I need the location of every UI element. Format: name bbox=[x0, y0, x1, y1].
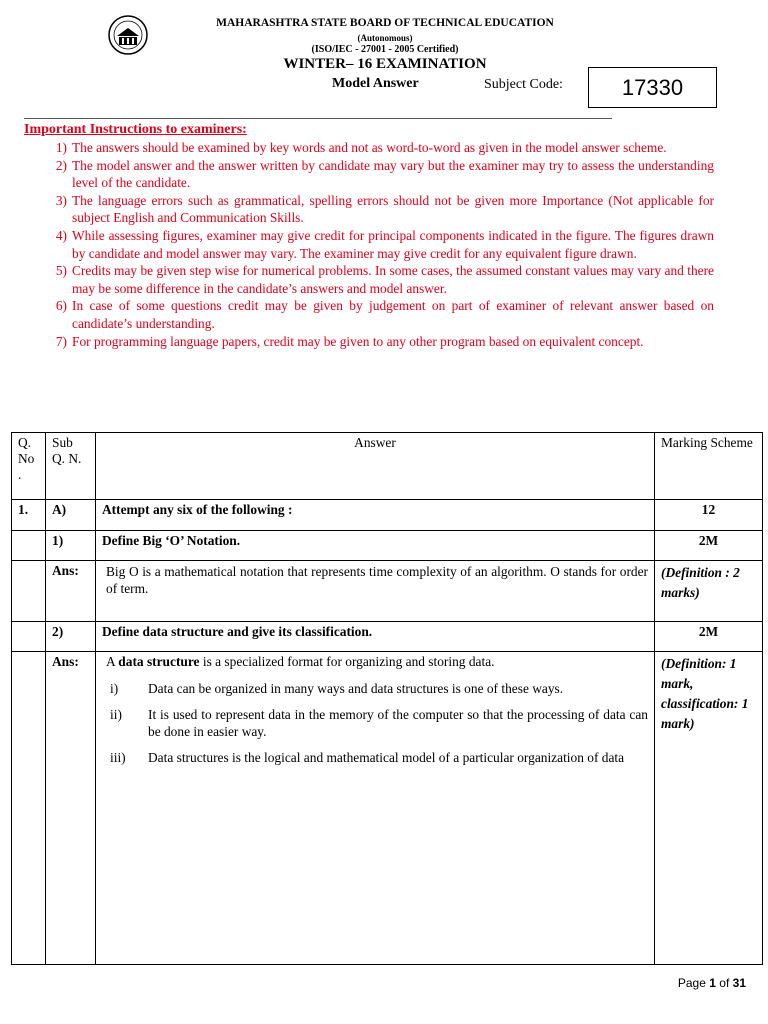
question-text: Define data structure and give its classification. bbox=[96, 622, 655, 652]
intro-rest: is a specialized format for organizing and storing data. bbox=[202, 654, 495, 669]
table-header-row bbox=[12, 433, 763, 500]
list-item bbox=[106, 749, 648, 766]
instruction-item bbox=[24, 227, 714, 262]
point-text: Data structures is the logical and mathematical model of a particular organization of data bbox=[148, 750, 625, 765]
intro-term: data structure bbox=[118, 654, 200, 669]
model-answer-label: Model Answer bbox=[332, 76, 419, 91]
instruction-text: In case of some questions credit may be given by judgement on part of examiner of relevant answer based on candidate’s understanding. bbox=[72, 298, 714, 331]
instruction-number: 4) bbox=[55, 227, 67, 243]
instructions-list bbox=[24, 139, 714, 350]
total-pages: 31 bbox=[732, 976, 746, 990]
instruction-text: While assessing figures, examiner may give credit for principal components indicated in the figure. The figures drawn by candidate and model answer may vary. The examiner may give credit for any equivalent figure drawn. bbox=[72, 227, 714, 261]
page-label: Page bbox=[677, 976, 706, 990]
table-row bbox=[12, 652, 763, 965]
instruction-item bbox=[24, 139, 714, 157]
intro-article: A bbox=[106, 654, 115, 669]
point-number: iii) bbox=[110, 750, 126, 765]
instruction-text: For programming language papers, credit may be given to any other program based on equivalent concept. bbox=[72, 333, 644, 349]
empty-cell bbox=[12, 652, 46, 965]
instruction-text: The language errors such as grammatical, spelling errors should not be given more Importance (Not applicable for subject English and Communication Skills. bbox=[72, 192, 714, 226]
instruction-item bbox=[24, 262, 714, 297]
empty-cell bbox=[12, 531, 46, 561]
board-name: MAHARASHTRA STATE BOARD OF TECHNICAL EDUCATION bbox=[216, 17, 554, 29]
page-number bbox=[678, 976, 746, 990]
page-of: of bbox=[719, 976, 730, 990]
question-number: 1. bbox=[12, 500, 46, 531]
instruction-item bbox=[24, 297, 714, 332]
table-row bbox=[12, 500, 763, 531]
marking-scheme: (Definition: 1 mark, classification: 1 mark) bbox=[655, 652, 763, 965]
answer-label: Ans: bbox=[46, 652, 96, 965]
question-text: Attempt any six of the following : bbox=[96, 500, 655, 531]
instruction-text: The answers should be examined by key words and not as word-to-word as given in the model answer scheme. bbox=[72, 140, 667, 155]
sub-question-number: 1) bbox=[46, 531, 96, 561]
marks: 12 bbox=[655, 500, 763, 531]
point-number: ii) bbox=[110, 707, 122, 722]
instruction-number: 6) bbox=[55, 298, 67, 314]
sub-question-number: A) bbox=[46, 500, 96, 531]
marking-scheme: (Definition : 2 marks) bbox=[655, 561, 763, 622]
autonomous-label: (Autonomous) bbox=[357, 33, 413, 43]
instruction-number: 7) bbox=[55, 333, 67, 349]
board-logo-icon bbox=[107, 14, 149, 56]
table-row bbox=[12, 531, 763, 561]
instruction-number: 3) bbox=[55, 192, 67, 208]
answer-intro bbox=[106, 654, 648, 670]
iso-certification: (ISO/IEC - 27001 - 2005 Certified) bbox=[311, 44, 459, 55]
answer-table bbox=[11, 432, 763, 965]
instruction-item bbox=[24, 192, 714, 227]
instruction-number: 5) bbox=[55, 263, 67, 279]
marks: 2M bbox=[655, 622, 763, 652]
instruction-text: The model answer and the answer written by candidate may vary but the examiner may try to assess the understanding level of the candidate. bbox=[72, 157, 714, 191]
point-number: i) bbox=[110, 681, 119, 696]
marks: 2M bbox=[655, 531, 763, 561]
header-subqn: Sub Q. N. bbox=[46, 433, 96, 500]
instruction-text: Credits may be given step wise for numerical problems. In some cases, the assumed constant values may vary and there may be some difference in the candidate’s answers and model answer. bbox=[72, 263, 714, 296]
point-text: It is used to represent data in the memory of the computer so that the processing of data can be done in easier way. bbox=[148, 707, 648, 739]
instructions-title: Important Instructions to examiners: bbox=[24, 122, 247, 137]
instruction-item bbox=[24, 157, 714, 192]
empty-cell bbox=[12, 622, 46, 652]
instruction-item bbox=[24, 333, 714, 351]
sub-question-number: 2) bbox=[46, 622, 96, 652]
header-qno: Q. No . bbox=[12, 433, 46, 500]
question-text: Define Big ‘O’ Notation. bbox=[96, 531, 655, 561]
point-text: Data can be organized in many ways and data structures is one of these ways. bbox=[148, 681, 564, 696]
answer-points bbox=[106, 680, 648, 766]
list-item bbox=[106, 706, 648, 740]
answer-text: Big O is a mathematical notation that represents time complexity of an algorithm. O stands for order of term. bbox=[96, 561, 655, 622]
answer-label: Ans: bbox=[46, 561, 96, 622]
header-scheme: Marking Scheme bbox=[655, 433, 763, 500]
subject-code-label: Subject Code: bbox=[484, 77, 563, 92]
exam-title: WINTER– 16 EXAMINATION bbox=[283, 56, 487, 72]
header-divider bbox=[24, 118, 612, 119]
current-page: 1 bbox=[709, 976, 716, 990]
header-answer: Answer bbox=[96, 433, 655, 500]
list-item bbox=[106, 680, 648, 697]
instruction-number: 1) bbox=[55, 140, 67, 155]
subject-code-box: 17330 bbox=[588, 67, 717, 108]
table-row bbox=[12, 622, 763, 652]
instruction-number: 2) bbox=[55, 157, 67, 173]
answer-cell bbox=[96, 652, 655, 965]
table-row bbox=[12, 561, 763, 622]
empty-cell bbox=[12, 561, 46, 622]
